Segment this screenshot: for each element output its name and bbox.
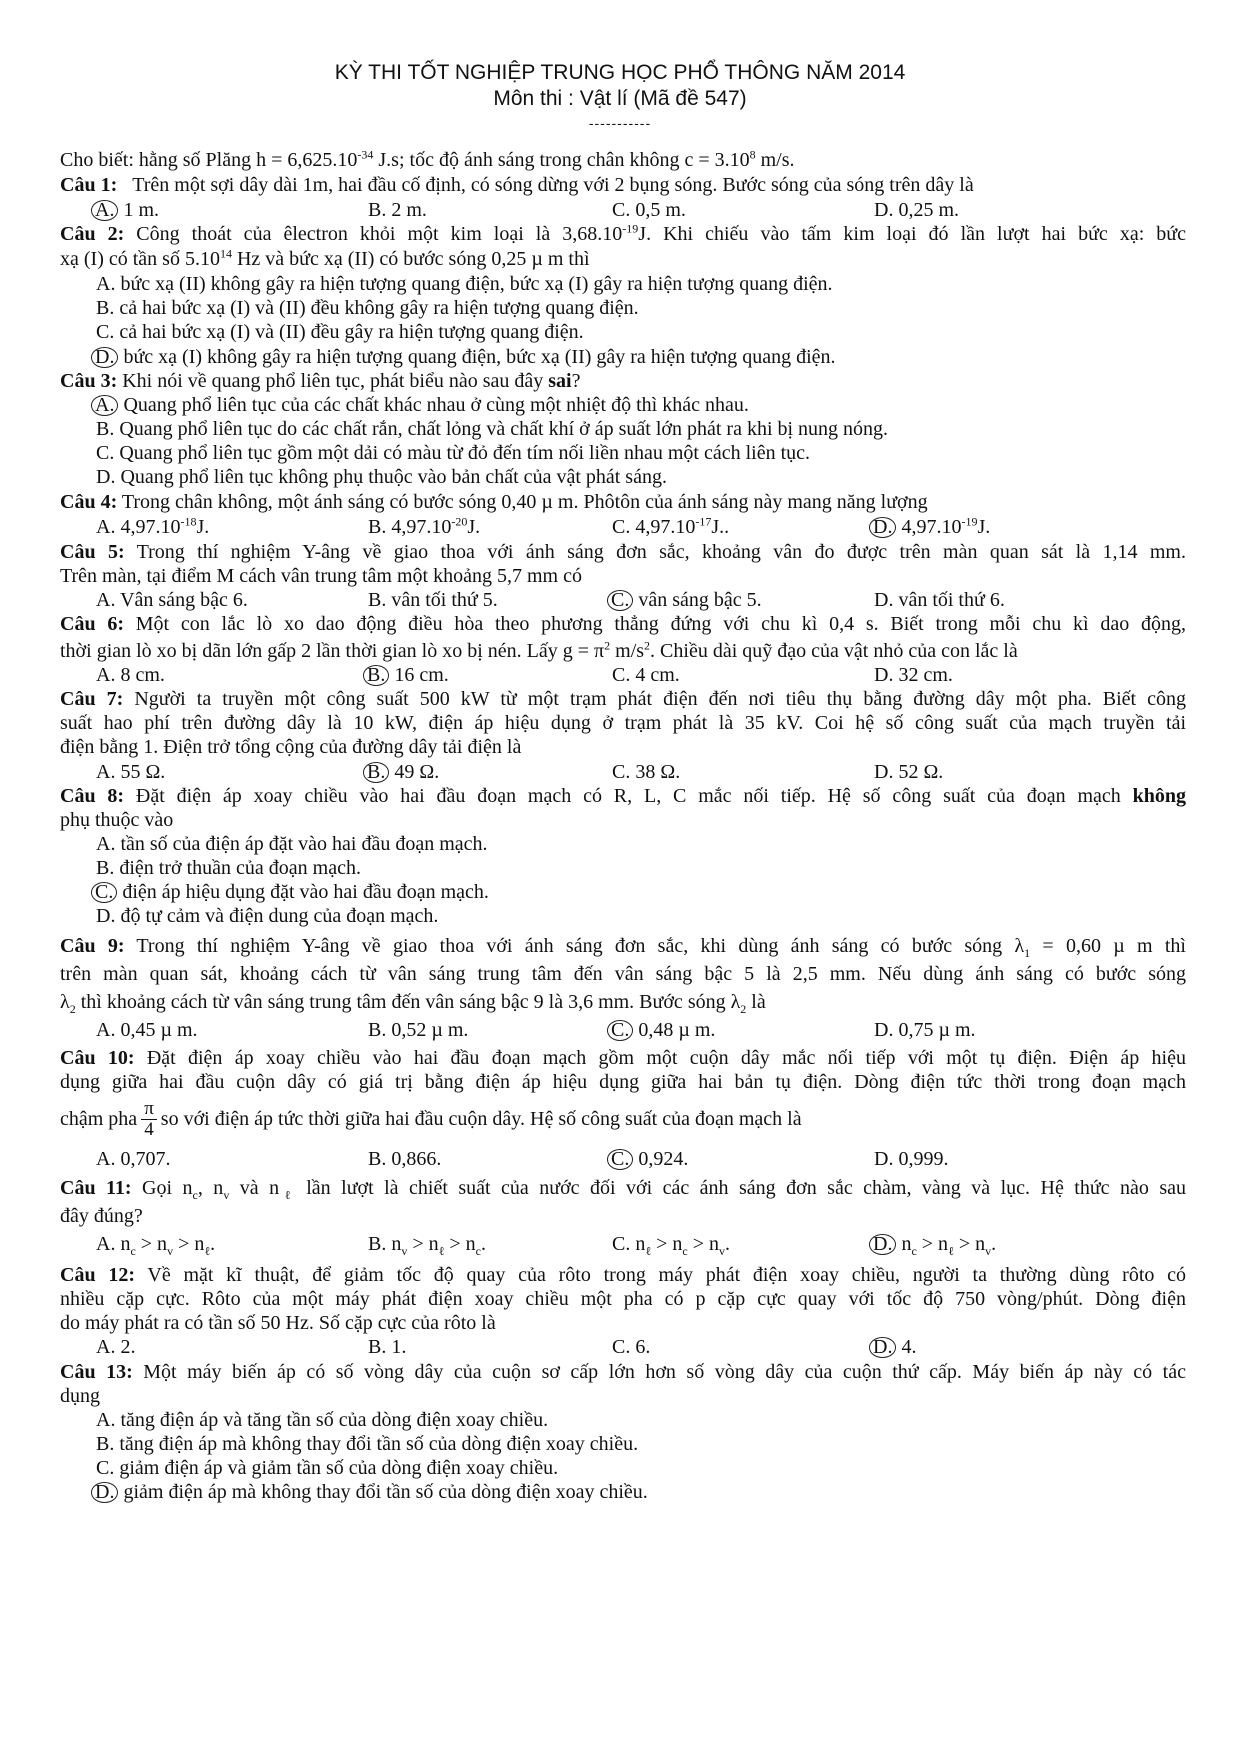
question-12: Câu 12: Về mặt kĩ thuật, để giảm tốc độ quay của rôto trong máy phát điện xoay chiều, người ta thường dùng rôto có bbox=[60, 1264, 1186, 1286]
option-c: C. cả hai bức xạ (I) và (II) đều gây ra hiện tượng quang điện. bbox=[96, 321, 584, 343]
option-d: D. Quang phổ liên tục không phụ thuộc vào bản chất của vật phát sáng. bbox=[96, 466, 667, 488]
option-b: B. 1. bbox=[368, 1336, 407, 1358]
question-label: Câu 7: bbox=[60, 688, 124, 710]
option-d: D. 0,75 µ m. bbox=[874, 1019, 976, 1041]
option-b: B. 16 cm. bbox=[368, 663, 449, 688]
option-a: A. Vân sáng bậc 6. bbox=[96, 589, 248, 611]
selected-answer-mark: D. bbox=[869, 1337, 896, 1358]
option-c: C. điện áp hiệu dụng đặt vào hai đầu đoạn mạch. bbox=[96, 880, 489, 905]
option-c: C. 0,5 m. bbox=[612, 199, 686, 221]
selected-answer-mark: D. bbox=[869, 517, 896, 538]
question-3: Câu 3: Khi nói về quang phổ liên tục, phát biểu nào sau đây sai? bbox=[60, 370, 581, 392]
header-divider: ----------- bbox=[588, 115, 652, 131]
exam-subject: Môn thi : Vật lí (Mã đề 547) bbox=[493, 87, 747, 110]
selected-answer-mark: B. bbox=[363, 665, 389, 686]
selected-answer-mark: D. bbox=[91, 347, 118, 368]
selected-answer-mark: B. bbox=[363, 762, 389, 783]
selected-answer-mark: D. bbox=[91, 1482, 118, 1503]
question-2: Câu 2: Công thoát của êlectron khỏi một kim loại là $3,68.10^{-19}J$. Khi chiếu vào tấm kim loại đó lần lượt hai bức xạ: bức bbox=[60, 221, 1187, 245]
option-a: A. 55 Ω. bbox=[96, 761, 166, 783]
option-b: B. 0,866. bbox=[368, 1148, 442, 1170]
exam-title: KỲ THI TỐT NGHIỆP TRUNG HỌC PHỔ THÔNG NĂM 2014 bbox=[334, 61, 906, 84]
option-c: C. 38 Ω. bbox=[612, 761, 681, 783]
option-b: B. tăng điện áp mà không thay đổi tần số của dòng điện xoay chiều. bbox=[96, 1433, 639, 1455]
option-d: D. 0,999. bbox=[874, 1148, 949, 1170]
option-d: D. 52 Ω. bbox=[874, 761, 944, 783]
question-5: Câu 5: Trong thí nghiệm Y-âng về giao thoa với ánh sáng đơn sắc, khoảng vân đo được trên màn quan sát là 1,14 mm. bbox=[60, 541, 1186, 563]
fraction-pi-over-4: $\frac{\pi}{4}$ bbox=[141, 1099, 157, 1140]
option-c: C. Quang phổ liên tục gồm một dải có màu từ đỏ đến tím nối liền nhau một cách liên tục. bbox=[96, 442, 811, 464]
option-d: D. 4. bbox=[874, 1335, 916, 1360]
option-d: D. giảm điện áp mà không thay đổi tần số của dòng điện xoay chiều. bbox=[96, 1480, 648, 1505]
option-a: A. 0,45 µ m. bbox=[96, 1019, 198, 1041]
option-d: D. vân tối thứ 6. bbox=[874, 589, 1005, 611]
question-1 bbox=[60, 173, 974, 198]
option-a: A. 2. bbox=[96, 1336, 136, 1358]
question-label: Câu 6: bbox=[60, 613, 124, 635]
option-d: D. 0,25 m. bbox=[874, 199, 959, 221]
option-c: C. 0,48 µ m. bbox=[612, 1018, 715, 1043]
option-d: D. độ tự cảm và điện dung của đoạn mạch. bbox=[96, 905, 439, 927]
question-label: Câu 2: bbox=[60, 223, 125, 245]
option-a: A. $n_c > n_v > n_\ell$. bbox=[96, 1233, 216, 1258]
question-label: Câu 4: bbox=[60, 491, 118, 513]
exam-page: KỲ THI TỐT NGHIỆP TRUNG HỌC PHỔ THÔNG NĂM 2014 Môn thi : Vật lí (Mã đề 547) ----------- Cho biết: hằng số Plăng $h = 6,625.10^{-34}$ J.s; tốc độ ánh sáng trong chân không $c = 3.10^8$ m/s. Câu 1: Trên một sợi dây dài 1m, hai đầu cố định, có sóng dừng với 2 bụng sóng. Bước sóng của sóng trên dây là A. 1 m. B. 2 m. C. 0,5 m. D. 0,25 m. Câu 2: Công thoát của êlectron khỏi một kim loại là $3,68.10^{-19}J$. Khi chiếu vào tấm kim loại đó lần lượt hai bức xạ: bức xạ (I) có tần số 5.10$^{14}$ Hz và bức xạ (II) có bước sóng 0,25 µ m thì A. bức xạ (II) không gây ra hiện tượng quang điện, bức xạ (I) gây ra hiện tượng quang điện. B. cả hai bức xạ (I) và (II) đều không gây ra hiện tượng quang điện. C. cả hai bức xạ (I) và (II) đều gây ra hiện tượng quang điện. D. bức xạ (I) không gây ra hiện tượng quang điện, bức xạ (II) gây ra hiện tượng quang điện. Câu 3: Khi nói về quang phổ liên tục, phát biểu nào sau đây sai? A. Quang phổ liên tục của các chất khác nhau ở cùng một nhiệt độ thì khác nhau. B. Quang phổ liên tục do các chất rắn, chất lỏng và chất khí ở áp suất lớn phát ra khi bị nung nóng. C. Quang phổ liên tục gồm một dải có màu từ đỏ đến tím nối liền nhau một cách liên tục. D. Quang phổ liên tục không phụ thuộc vào bản chất của vật phát sáng. Câu 4: Trong chân không, một ánh sáng có bước sóng 0,40 µ m. Phôtôn của ánh sáng này mang năng lượng A. $4,97.10^{-18}J$. B. $4,97.10^{-20}J$. C. $4,97.10^{-17}J$.. D. $4,97.10^{-19}J$. Câu 5: Trong thí nghiệm Y-âng về giao thoa với ánh sáng đơn sắc, khoảng vân đo được trên màn quan sát là 1,14 mm. Trên màn, tại điểm M cách vân trung tâm một khoảng 5,7 mm có A. Vân sáng bậc 6. B. vân tối thứ 5. C. vân sáng bậc 5. D. vân tối thứ 6. Câu 6: Một con lắc lò xo dao động điều hòa theo phương thẳng đứng với chu kì 0,4 s. Biết trong mỗi chu kì dao động, thời gian lò xo bị dãn lớn gấp 2 lần thời gian lò xo bị nén. Lấy $g = \pi^2$ $m/s^2$. Chiều dài quỹ đạo của vật nhỏ của con lắc là A. 8 cm. B. 16 cm. C. 4 cm. D. 32 cm. Câu 7: Người ta truyền một công suất 500 kW từ một trạm phát điện đến nơi tiêu thụ bằng đường dây một pha. Biết công suất hao phí trên đường dây là 10 kW, điện áp hiệu dụng ở trạm phát là 35 kV. Coi hệ số công suất của mạch truyền tải điện bằng 1. Điện trở tổng cộng của đường dây tải điện là A. 55 Ω. B. 49 Ω. C. 38 Ω. D. 52 Ω. Câu 8: Đặt điện áp xoay chiều vào hai đầu đoạn mạch có R, L, C mắc nối tiếp. Hệ số công suất của đoạn mạch không phụ thuộc vào A. tần số của điện áp đặt vào hai đầu đoạn mạch. B. điện trở thuần của đoạn mạch. C. điện áp hiệu dụng đặt vào hai đầu đoạn mạch. D. độ tự cảm và điện dung của đoạn mạch. Câu 9: Trong thí nghiệm Y-âng về giao thoa với ánh sáng đơn sắc, khi dùng ánh sáng có bước sóng $\lambda_1 = 0,60$ µ m thì trên màn quan sát, khoảng cách từ vân sáng trung tâm đến vân sáng bậc 5 là 2,5 mm. Nếu dùng ánh sáng có bước sóng $\lambda_2$ thì khoảng cách từ vân sáng trung tâm đến vân sáng bậc 9 là 3,6 mm. Bước sóng $\lambda_2$ là A. 0,45 µ m. B. 0,52 µ m. C. 0,48 µ m. D. 0,75 µ m. Câu 10: Đặt điện áp xoay chiều vào hai đầu đoạn mạch gồm một cuộn dây mắc nối tiếp với một tụ điện. Điện áp hiệu dụng giữa hai đầu cuộn dây có giá trị bằng điện áp hiệu dụng giữa hai bản tụ điện. Dòng điện tức thời trong đoạn mạch chậm pha $\frac{\pi}{4}$ so với điện áp tức thời giữa hai đầu cuộn dây. Hệ số công suất của đoạn mạch là A. 0,707. B. 0,866. C. 0,924. D. 0,999. Câu 11: Gọi $n_c$, $n_v$ và $n_\ell$ lần lượt là chiết suất của nước đối với các ánh sáng đơn sắc chàm, vàng và lục. Hệ thức nào sau đây đúng? A. $n_c > n_v > n_\ell$. B. $n_v > n_\ell > n_c$. C. $n_\ell > n_c > n_v$. D. $n_c > n_\ell > n_v$. Câu 12: Về mặt kĩ thuật, để giảm tốc độ quay của rôto trong máy phát điện xoay chiều, người ta thường dùng rôto có nhiều cặp cực. Rôto của một máy phát điện xoay chiều một pha có p cặp cực quay với tốc độ 750 vòng/phút. Dòng điện do máy phát ra có tần số 50 Hz. Số cặp cực của rôto là A. 2. B. 1. C. 6. D. 4. Câu 13: Một máy biến áp có số vòng dây của cuộn sơ cấp lớn hơn số vòng dây của cuộn thứ cấp. Máy biến áp này có tác dụng A. tăng điện áp và tăng tần số của dòng điện xoay chiều. B. tăng điện áp mà không thay đổi tần số của dòng điện xoay chiều. C. giảm điện áp và giảm tần số của dòng điện xoay chiều. D. giảm điện áp mà không thay đổi tần số của dòng điện xoay chiều. bbox=[0, 0, 1240, 1754]
question-9: Câu 9: Trong thí nghiệm Y-âng về giao thoa với ánh sáng đơn sắc, khi dùng ánh sáng có bước sóng $\lambda_1 = 0,60$ µ m thì bbox=[60, 935, 1186, 960]
question-4: Câu 4: Trong chân không, một ánh sáng có bước sóng 0,40 µ m. Phôtôn của ánh sáng này mang năng lượng bbox=[60, 491, 928, 513]
option-c: C. 6. bbox=[612, 1336, 651, 1358]
option-a: A. 1 m. bbox=[96, 198, 159, 223]
question-13: Câu 13: Một máy biến áp có số vòng dây của cuộn sơ cấp lớn hơn số vòng dây của cuộn thứ cấp. Máy biến áp này có tác bbox=[60, 1361, 1186, 1383]
selected-answer-mark: D. bbox=[869, 1234, 896, 1255]
option-c: C. $n_\ell > n_c > n_v$. bbox=[612, 1233, 730, 1258]
option-b: B. 49 Ω. bbox=[368, 760, 439, 785]
option-a: A. Quang phổ liên tục của các chất khác nhau ở cùng một nhiệt độ thì khác nhau. bbox=[96, 393, 749, 418]
selected-answer-mark: C. bbox=[607, 590, 633, 611]
option-b: B. Quang phổ liên tục do các chất rắn, chất lỏng và chất khí ở áp suất lớn phát ra khi bị nung nóng. bbox=[96, 418, 889, 440]
option-d: D. bức xạ (I) không gây ra hiện tượng quang điện, bức xạ (II) gây ra hiện tượng quang điện. bbox=[96, 345, 836, 370]
question-label: Câu 9: bbox=[60, 935, 125, 957]
question-6: Câu 6: Một con lắc lò xo dao động điều hòa theo phương thẳng đứng với chu kì 0,4 s. Biết trong mỗi chu kì dao động, bbox=[60, 613, 1186, 635]
option-c: C. giảm điện áp và giảm tần số của dòng điện xoay chiều. bbox=[96, 1457, 559, 1479]
question-10: Câu 10: Đặt điện áp xoay chiều vào hai đầu đoạn mạch gồm một cuộn dây mắc nối tiếp với một tụ điện. Điện áp hiệu bbox=[60, 1047, 1186, 1069]
question-label: Câu 3: bbox=[60, 370, 118, 392]
option-c: C. 4 cm. bbox=[612, 664, 680, 686]
option-a: A. tăng điện áp và tăng tần số của dòng điện xoay chiều. bbox=[96, 1409, 549, 1431]
constants-line: Cho biết: hằng số Plăng $h = 6,625.10^{-34}$ J.s; tốc độ ánh sáng trong chân không $c = 3.10^8$ m/s. bbox=[60, 147, 795, 171]
option-a: A. $4,97.10^{-18}J$. bbox=[96, 514, 210, 538]
option-c: C. 0,924. bbox=[612, 1147, 688, 1172]
option-b: B. điện trở thuần của đoạn mạch. bbox=[96, 857, 361, 879]
option-d: D. $4,97.10^{-19}J$. bbox=[874, 515, 990, 540]
question-label: Câu 12: bbox=[60, 1264, 135, 1286]
option-a: A. tần số của điện áp đặt vào hai đầu đoạn mạch. bbox=[96, 833, 488, 855]
selected-answer-mark: C. bbox=[91, 882, 117, 903]
option-b: B. vân tối thứ 5. bbox=[368, 589, 498, 611]
option-b: B. $n_v > n_\ell > n_c$. bbox=[368, 1233, 486, 1258]
question-label: Câu 5: bbox=[60, 541, 125, 563]
option-c: C. $4,97.10^{-17}J$.. bbox=[612, 514, 730, 538]
option-a: A. 0,707. bbox=[96, 1148, 171, 1170]
question-label: Câu 13: bbox=[60, 1361, 133, 1383]
option-b: B. $4,97.10^{-20}J$. bbox=[368, 514, 481, 538]
option-c: C. vân sáng bậc 5. bbox=[612, 588, 762, 613]
selected-answer-mark: C. bbox=[607, 1149, 633, 1170]
option-a: A. bức xạ (II) không gây ra hiện tượng quang điện, bức xạ (I) gây ra hiện tượng quang điện. bbox=[96, 273, 833, 295]
question-label: Câu 1: bbox=[60, 174, 118, 196]
question-label: Câu 11: bbox=[60, 1177, 132, 1199]
question-label: Câu 10: bbox=[60, 1047, 135, 1069]
selected-answer-mark: A. bbox=[91, 395, 118, 416]
option-b: B. cả hai bức xạ (I) và (II) đều không gây ra hiện tượng quang điện. bbox=[96, 297, 639, 319]
option-d: D. $n_c > n_\ell > n_v$. bbox=[874, 1232, 996, 1257]
question-7: Câu 7: Người ta truyền một công suất 500 kW từ một trạm phát điện đến nơi tiêu thụ bằng đường dây một pha. Biết công bbox=[60, 688, 1186, 710]
question-text: Trên một sợi dây dài 1m, hai đầu cố định, có sóng dừng với 2 bụng sóng. Bước sóng của sóng trên dây là bbox=[132, 174, 974, 196]
option-b: B. 0,52 µ m. bbox=[368, 1019, 469, 1041]
question-label: Câu 8: bbox=[60, 785, 125, 807]
option-d: D. 32 cm. bbox=[874, 664, 953, 686]
question-11: Câu 11: Gọi $n_c$, $n_v$ và $n_\ell$ lần lượt là chiết suất của nước đối với các ánh sáng đơn sắc chàm, vàng và lục. Hệ thức nào sau bbox=[60, 1177, 1187, 1202]
option-a: A. 8 cm. bbox=[96, 664, 165, 686]
selected-answer-mark: C. bbox=[607, 1020, 633, 1041]
question-8: Câu 8: Đặt điện áp xoay chiều vào hai đầu đoạn mạch có R, L, C mắc nối tiếp. Hệ số công suất của đoạn mạch không bbox=[60, 785, 1186, 807]
option-b: B. 2 m. bbox=[368, 199, 427, 221]
selected-answer-mark: A. bbox=[91, 200, 118, 221]
